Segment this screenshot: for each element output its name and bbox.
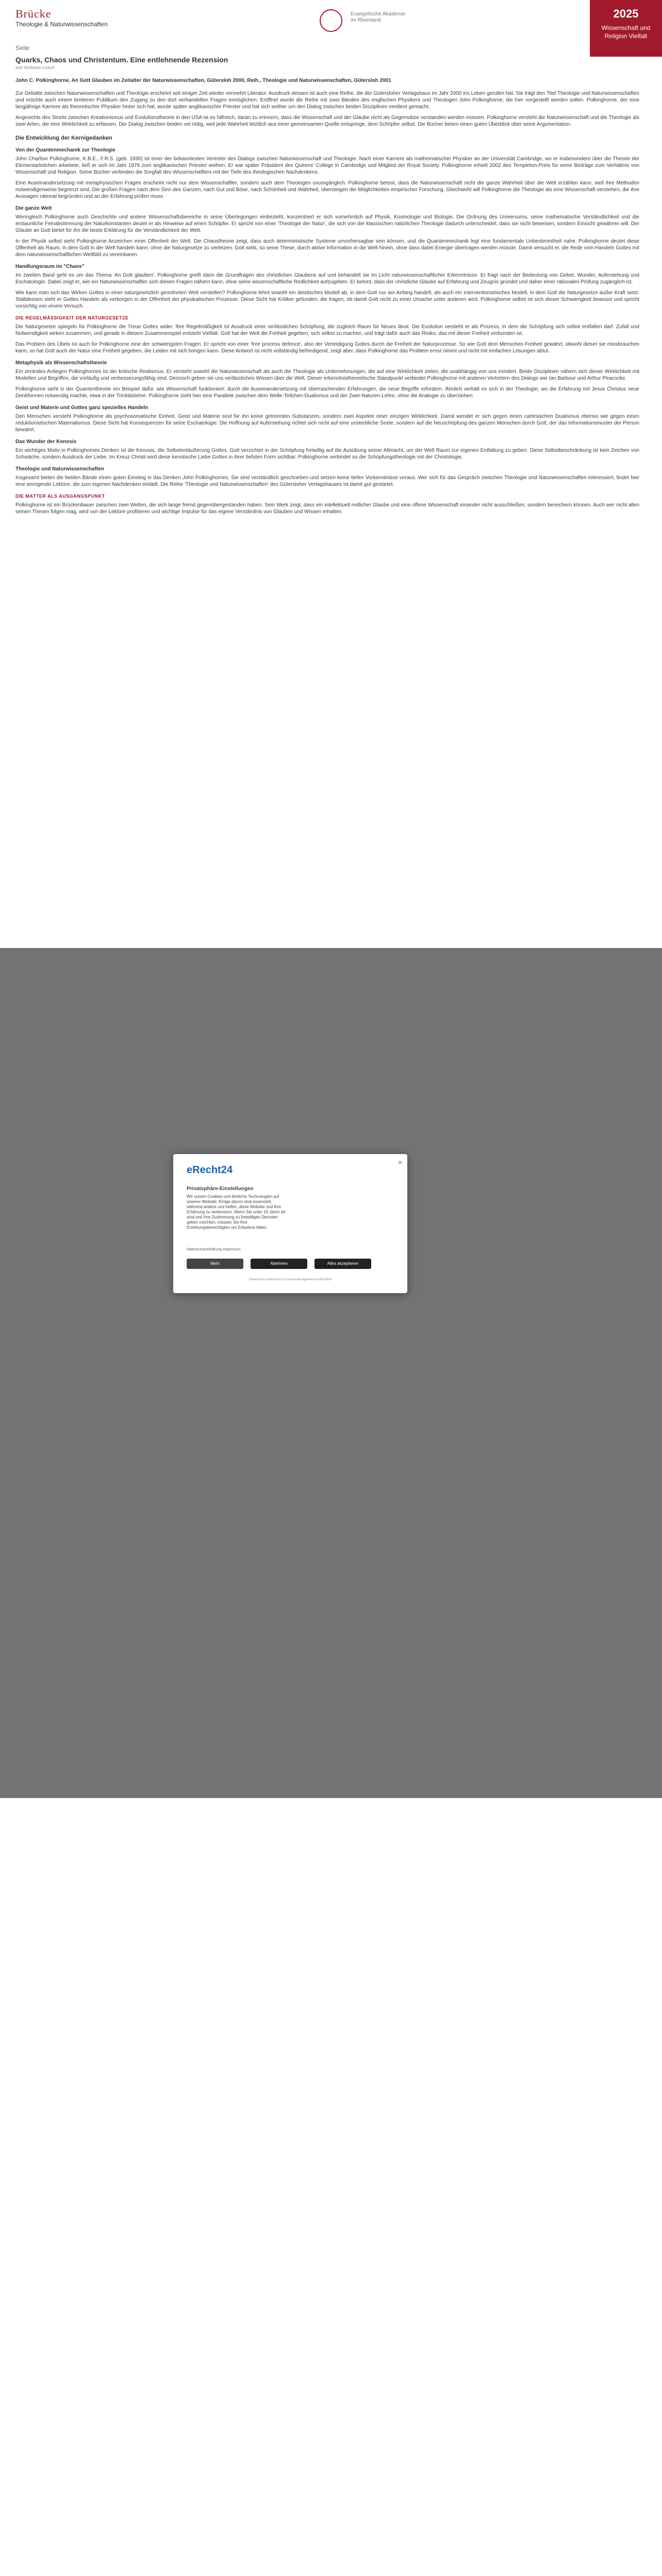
partner-seal-icon [320, 9, 342, 32]
consent-logo: eRecht24 [187, 1164, 233, 1176]
section-tag: DIE MATTER ALS AUSGANGSPUNKT [15, 494, 105, 499]
consent-description: Wir nutzen Cookies und ähnliche Technologien auf unserer Website. Einige davon sind essenziell, während andere uns helfen, diese Website und Ihre Erfahrung zu verbessern. Wenn Sie unter 16 Jahre alt sind und Ihre Zustimmung zu freiwilligen Diensten geben möchten, müssen Sie Ihre Erziehungsberechtigten um Erlaubnis bitten. [187, 1194, 286, 1230]
subsection-heading: Geist und Materie und Gottes ganz spezielles Handeln [15, 405, 148, 411]
paragraph: Insgesamt bieten die beiden Bände einen guten Einstieg in das Denken John Polkinghornes. Sie sind verständlich geschrieben und setzen keine tiefen Vorkenntnisse voraus. Wer sich für das Gespräch zwischen Theologie und Naturwissenschaften interessiert, findet hier eine anregende Lektüre, die zum eigenen Nachdenken einlädt. Die Reihe 'Theologie und Naturwissenschaften' des Gütersloher Verlagshauses ist damit gut gestartet. [15, 475, 639, 487]
subsection-heading: Metaphysik als Wissenschaftstheorie [15, 360, 107, 366]
reject-button[interactable]: Ablehnen [251, 1259, 307, 1269]
review-heading: John C. Polkinghorne, An Gott Glauben im Zeitalter der Naturwissenschaften, Gütersloh 2000, Reih., Theologie und Naturwissenschaften, Gütersloh 2001 [15, 78, 391, 83]
partner-text: Evangelische Akademie im Rheinland [351, 11, 406, 23]
article-title: Quarks, Chaos und Christentum. Eine entlehnende Rezension [15, 56, 228, 64]
paragraph: Zur Debatte zwischen Naturwissenschaften und Theologie erscheint seit einiger Zeit wieder vermehrt Literatur. Ausdruck dessen ist auch eine Reihe, die der Gütersloher Verlagshaus im Jahr 2000 ins Leben gerufen hat. Sie trägt den Titel Theologie und Naturwissenschaften und möchte auch einem breiteren Publikum den Zugang zu den dort verhandelten Fragen ermöglichen. Eröffnet wurde die Reihe mit zwei Bänden des englischen Physikers und Theologen John Polkinghorne, die hier vorgestellt werden sollen. Polkinghorne, der eine langjährige Karriere als theoretischer Physiker hinter sich hat, wurde später anglikanischer Priester und hat sich seither um den Dialog zwischen beiden Disziplinen verdient gemacht. [15, 91, 639, 110]
more-button[interactable]: Mehr [187, 1259, 243, 1269]
section-heading: Die Entwicklung der Kernigedanken [15, 135, 112, 141]
badge-year: 2025 [613, 7, 639, 20]
paragraph: Eine Auseinandersetzung mit metaphysischen Fragen erscheint nicht nur dem Wissenschaftler, sondern auch dem Theologen unumgänglich. Polkinghorne betont, dass die Naturwissenschaft nicht die ganze Wahrheit über die Welt erzählen kann, weil ihre Methoden notwendigerweise begrenzt sind. Die großen Fragen nach dem Sinn des Ganzen, nach Gut und Böse, nach Schönheit und Wahrheit, übersteigen die Möglichkeiten empirischer Forschung. Gleichwohl will Polkinghorne die Theologie als eine Wissenschaft verstehen, die ihre Aussagen rational begründen und an der Erfahrung prüfen muss. [15, 180, 639, 199]
subsection-heading: Theologie und Naturwissenschaften [15, 466, 104, 472]
paragraph: In der Physik selbst sieht Polkinghorne Anzeichen einer Offenheit der Welt. Die Chaostheorie zeigt, dass auch deterministische Systeme unvorhersagbar sein können, und die Quantenmechanik legt eine fundamentale Unbestimmtheit nahe. Polkinghorne deutet diese Offenheit als Raum, in dem Gott in der Welt handeln kann, ohne die Naturgesetze zu verletzen. Gott wirkt, so seine These, durch aktive Information in die Welt hinein, ohne dass dabei Energie übertragen werden müsste. Damit versucht er, die Rede vom Handeln Gottes mit dem naturwissenschaftlichen Weltbild zu vereinbaren. [15, 239, 639, 258]
paragraph: Das Problem des Übels ist auch für Polkinghorne eine der schwierigsten Fragen. Er spricht von einer 'free process defence', also der Verteidigung Gottes durch die Freiheit der Naturprozesse. So wie Gott dem Menschen Freiheit gewährt, obwohl dieser sie missbrauchen kann, so hat Gott auch der Natur eine Freiheit gegeben, die Leiden mit sich bringen kann. Diese Antwort ist nicht vollständig befriedigend, zeigt aber, dass Polkinghorne das Problem ernst nimmt und nicht mit einfachen Lösungen abtut. [15, 342, 639, 354]
paragraph: Die Naturgesetze spiegeln für Polkinghorne die Treue Gottes wider. Ihre Regelmäßigkeit ist Ausdruck einer verlässlichen Schöpfung, die zugleich Raum für Neues lässt. Die Evolution versteht er als Prozess, in dem die Schöpfung sich selbst entfalten darf. Zufall und Notwendigkeit wirken zusammen, und gerade in diesem Zusammenspiel entsteht Vielfalt. Gott hat der Welt die Freiheit gegeben, sich selbst zu machen, und trägt dafür auch das Risiko, das mit dieser Freiheit verbunden ist. [15, 324, 639, 336]
powered-by: Powered by Usercentrics Consent Management & eRecht24 [249, 1278, 332, 1281]
paragraph: Den Menschen versteht Polkinghorne als psychosomatische Einheit. Geist und Materie sind für ihn keine getrennten Substanzen, sondern zwei Aspekte einer einzigen Wirklichkeit. Damit wendet er sich gegen einen cartesischen Dualismus ebenso wie gegen einen reduktionistischen Materialismus. Diese Sicht hat Konsequenzen für seine Eschatologie: Die Hoffnung auf Auferstehung richtet sich nicht auf eine unsterbliche Seele, sondern auf die Neuschöpfung des ganzen Menschen durch Gott, der das Informationsmuster der Person bewahrt. [15, 414, 639, 433]
paragraph: Angesichts des Streits zwischen Kreationismus und Evolutionstheorie in den USA ist es hilfreich, daran zu erinnern, dass die Wissenschaft und der Glaube nicht als Gegensätze verstanden werden müssen. Polkinghorne versteht die Naturwissenschaft und die Theologie als zwei Arten, die eine Wirklichkeit zu erfassen. Der Dialog zwischen beiden sei nötig, weil jede Wahrheit letztlich aus einer gemeinsamen Quelle entspringe, dem Schöpfer selbst. Die Bücher bieten einen guten Überblick über seine Argumentation. [15, 115, 639, 127]
badge-text: Wissenschaft und Religion Vielfalt [601, 24, 651, 40]
site-logo[interactable] [15, 7, 108, 28]
article [15, 57, 639, 519]
section-tag: DIE REGELMÄSSIGKEIT DER NATURGESETZE [15, 315, 129, 320]
subsection-heading: Die ganze Welt [15, 206, 52, 211]
cookie-overlay [0, 948, 662, 1798]
logo-subtitle: Theologie & Naturwissenschaften [15, 21, 108, 28]
accept-all-button[interactable]: Alles akzeptieren [315, 1259, 371, 1269]
close-icon[interactable]: × [398, 1158, 402, 1166]
subsection-heading: Handlungsraum im "Chaos" [15, 264, 85, 269]
paragraph: Wie kann man sich das Wirken Gottes in einer naturgesetzlich geordneten Welt vorstellen? Polkinghorne lehnt sowohl ein deistisches Modell ab, in dem Gott nur am Anfang handelt, als auch ein interventionistisches Modell, in dem Gott die Naturgesetze außer Kraft setzt. Stattdessen sieht er Gottes Handeln als verborgen in der Offenheit der physikalischen Prozesse. Diese Sicht hat Kritiker gefunden, die fragen, ob damit Gott nicht zu einer Ursache unter anderen wird. Polkinghorne selbst ist sich dieser Schwierigkeit bewusst und spricht vorsichtig von einem Versuch. [15, 290, 639, 309]
anniversary-badge[interactable] [590, 0, 662, 57]
article-author: von Andreas Losch [15, 65, 55, 70]
paragraph: John Charlton Polkinghorne, K.B.E., F.R.S. (geb. 1930) ist einer der bekanntesten Vertreter des Dialogs zwischen Naturwissenschaft und Theologie. Nach einer Karriere als mathematischer Physiker an der Universität Cambridge, wo er insbesondere über die Theorie der Elementarteilchen arbeitete, ließ er sich im Jahr 1979 zum anglikanischen Priester weihen. Er war später Präsident des Queens' College in Cambridge und Mitglied der Royal Society. Polkinghorne erhielt 2002 den Templeton-Preis für seine Beiträge zum Verhältnis von Wissenschaft und Religion. Seine Bücher verbinden die Sorgfalt des Wissenschaftlers mit der Tiefe des theologischen Nachdenkens. [15, 156, 639, 175]
subsection-heading: Das Wunder der Kenosis [15, 439, 77, 445]
logo-title: Brücke [15, 7, 52, 20]
menu-link[interactable]: Seite [15, 44, 30, 52]
consent-title: Privatsphäre-Einstellungen [187, 1186, 254, 1192]
site-header [0, 0, 662, 41]
paragraph: Polkinghorne ist ein Brückenbauer zwischen zwei Welten, die sich lange fremd gegenübergestanden haben. Sein Werk zeigt, dass ein intellektuell redlicher Glaube und eine offene Wissenschaft einander nicht ausschließen, sondern bereichern können. Auch wer nicht allen seinen Thesen folgen mag, wird von der Lektüre profitieren und wichtige Impulse für das eigene Verständnis von Glauben und Wissen erhalten. [15, 502, 639, 515]
paragraph: Ein zentrales Anliegen Polkinghornes ist der kritische Realismus. Er versteht sowohl die Naturwissenschaft als auch die Theologie als Unternehmungen, die auf eine Wirklichkeit zielen, die unabhängig von uns existiert. Beide Disziplinen nähern sich dieser Wirklichkeit mit Modellen und Begriffen, die vorläufig und verbesserungsfähig sind. Dennoch geben sie uns verlässliches Wissen über die Welt. Dieser erkenntnistheoretische Standpunkt verbindet Polkinghorne mit anderen Vertretern des Dialogs wie Ian Barbour und Arthur Peacocke. [15, 369, 639, 381]
paragraph: Polkinghorne sieht in der Quantentheorie ein Beispiel dafür, wie Wissenschaft funktioniert: durch die Auseinandersetzung mit überraschenden Erfahrungen, die neue Begriffe erfordern. Ähnlich verhält es sich in der Theologie, wo die Erfahrung mit Jesus Christus neue Denkformen notwendig machte, etwa in der Trinitätslehre. Polkinghorne zieht hier eine Parallele zwischen dem Welle-Teilchen-Dualismus und der Zwei-Naturen-Lehre, ohne die Analogie zu überziehen. [15, 386, 639, 399]
cookie-consent-dialog [173, 1154, 407, 1293]
paragraph: Im zweiten Band geht es um das Thema 'An Gott glauben'. Polkinghorne greift darin die Grundfragen des christlichen Glaubens auf und behandelt sie im Licht naturwissenschaftlicher Erkenntnisse. Er fragt nach der Bedeutung von Gebet, Wunder, Auferstehung und Eschatologie. Dabei zeigt er, wie ein Naturwissenschaftler sich diesen Fragen nähern kann, ohne seine wissenschaftliche Redlichkeit aufzugeben. Er betont, dass der christliche Glaube auf Erfahrung und Zeugnis gründet und daher einer rationalen Prüfung zugänglich ist. [15, 273, 639, 285]
paragraph: Ein wichtiges Motiv in Polkinghornes Denken ist die Kenosis, die Selbstentäußerung Gottes. Gott verzichtet in der Schöpfung freiwillig auf die Ausübung seiner Allmacht, um der Welt Raum zur eigenen Entfaltung zu geben. Diese Selbstbeschränkung ist kein Zeichen von Schwäche, sondern Ausdruck der Liebe. Im Kreuz Christi wird diese kenotische Liebe Gottes in ihrer tiefsten Form sichtbar. Polkinghorne verbindet so die Schöpfungstheologie mit der Christologie. [15, 448, 639, 460]
paragraph: Wenngleich Polkinghorne auch Geschichte und andere Wissenschaftsbereiche in seine Überlegungen einbezieht, konzentriert er sich vornehmlich auf Physik, Kosmologie und Biologie. Die Ordnung des Universums, seine mathematische Verständlichkeit und die erstaunliche Feinabstimmung der Naturkonstanten deutet er als Hinweise auf einen Schöpfer. Er spricht von einer 'Theologie der Natur', die sich von der klassischen natürlichen Theologie dadurch unterscheidet, dass sie nicht beweisen, sondern Einsicht gewähren will. Der Glaube an Gott bietet für ihn die beste Erklärung für die Verständlichkeit der Welt. [15, 214, 639, 233]
subsection-heading: Von der Quantenmechanik zur Theologie [15, 147, 115, 153]
consent-links[interactable]: Datenschutzerklärung Impressum [187, 1248, 241, 1251]
